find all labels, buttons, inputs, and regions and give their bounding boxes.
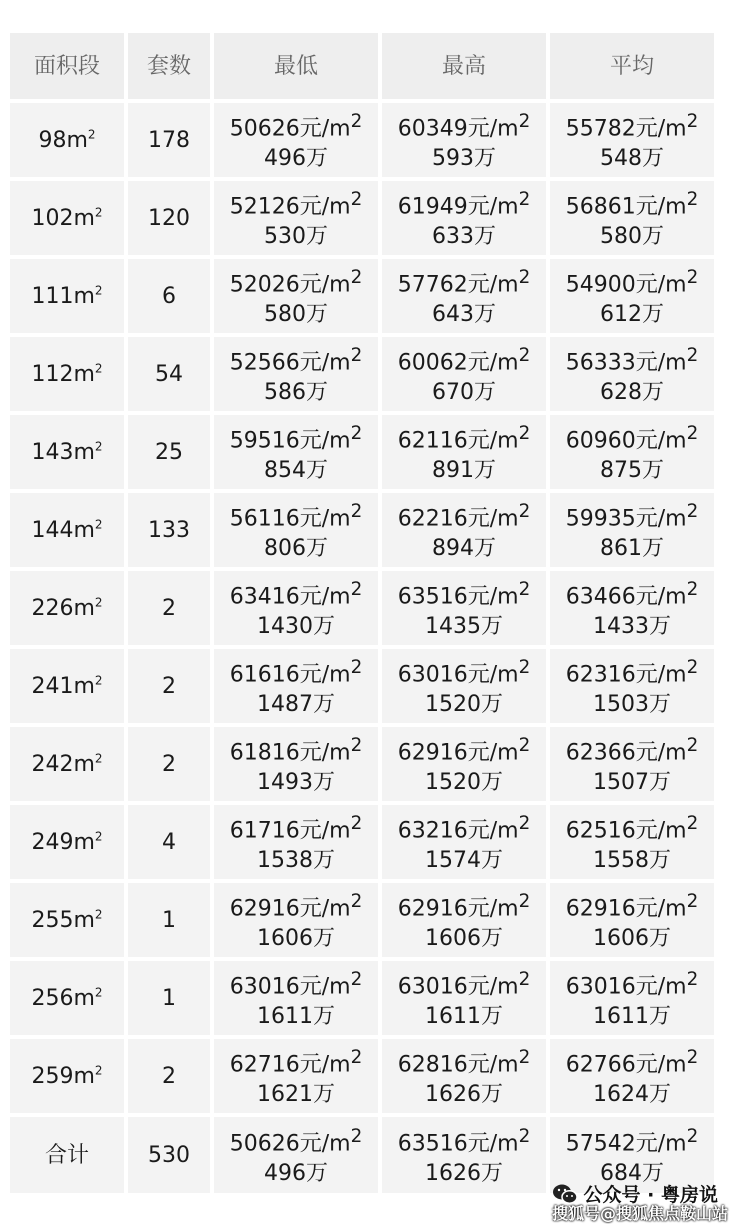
unit-price	[230, 341, 363, 377]
unit-price-text: 62216元/m	[397, 506, 519, 532]
superscript: 2	[350, 189, 363, 211]
count-value: 6	[162, 283, 176, 309]
total-price: 1538万	[257, 847, 335, 873]
area-text: 102m	[31, 205, 95, 231]
count-value: 133	[148, 517, 190, 543]
table-cell-high	[382, 961, 546, 1035]
superscript: 2	[518, 969, 531, 991]
superscript: 2	[686, 735, 699, 757]
unit-price	[230, 809, 363, 845]
unit-price-text: 63516元/m	[397, 1131, 519, 1157]
unit-price	[398, 965, 531, 1001]
unit-price	[566, 419, 699, 455]
table-cell-count	[128, 1117, 210, 1193]
unit-price-text: 63016元/m	[397, 662, 519, 688]
unit-price-text: 60062元/m	[397, 350, 519, 376]
unit-price	[398, 263, 531, 299]
unit-price	[566, 809, 699, 845]
superscript: 2	[518, 579, 531, 601]
total-price: 861万	[600, 535, 664, 561]
superscript: 2	[94, 205, 103, 220]
total-price: 1503万	[593, 691, 671, 717]
unit-price	[566, 497, 699, 533]
unit-price	[566, 965, 699, 1001]
table-cell-high	[382, 415, 546, 489]
table-cell-avg	[550, 103, 714, 177]
table-cell-area	[10, 1117, 124, 1193]
unit-price	[398, 575, 531, 611]
table-cell-count	[128, 1039, 210, 1113]
unit-price-text: 62766元/m	[565, 1052, 687, 1078]
count-value: 530	[148, 1142, 190, 1168]
table-cell-area	[10, 181, 124, 255]
table-cell-count	[128, 259, 210, 333]
superscript: 2	[518, 501, 531, 523]
total-price: 1574万	[425, 847, 503, 873]
table-cell-area	[10, 259, 124, 333]
table-cell-area	[10, 1039, 124, 1113]
table-cell-low	[214, 1039, 378, 1113]
superscript: 2	[518, 423, 531, 445]
superscript: 2	[94, 595, 103, 610]
area-value	[31, 828, 102, 857]
unit-price-text: 52126元/m	[229, 194, 351, 220]
table-cell-count	[128, 103, 210, 177]
count-value: 4	[162, 829, 176, 855]
superscript: 2	[350, 657, 363, 679]
total-price: 633万	[432, 223, 496, 249]
superscript: 2	[686, 1126, 699, 1148]
superscript: 2	[94, 517, 103, 532]
unit-price-text: 61949元/m	[397, 194, 519, 220]
unit-price-text: 63016元/m	[397, 974, 519, 1000]
count-value: 1	[162, 985, 176, 1011]
total-price: 1606万	[425, 925, 503, 951]
table-cell-low	[214, 415, 378, 489]
table-cell-low	[214, 961, 378, 1035]
unit-price	[398, 107, 531, 143]
table-cell-avg	[550, 493, 714, 567]
table-cell-count	[128, 337, 210, 411]
total-price: 593万	[432, 145, 496, 171]
unit-price	[566, 263, 699, 299]
area-text: 226m	[31, 595, 95, 621]
total-price: 1433万	[593, 613, 671, 639]
unit-price	[230, 419, 363, 455]
table-cell-count	[128, 805, 210, 879]
header-area: 面积段	[10, 33, 124, 99]
total-price: 530万	[264, 223, 328, 249]
table-cell-high	[382, 493, 546, 567]
table-cell-high	[382, 727, 546, 801]
total-price: 684万	[600, 1160, 664, 1186]
superscript: 2	[350, 111, 363, 133]
unit-price-text: 59935元/m	[565, 506, 687, 532]
count-value: 54	[155, 361, 183, 387]
superscript: 2	[350, 813, 363, 835]
superscript: 2	[94, 283, 103, 298]
unit-price-text: 62316元/m	[565, 662, 687, 688]
total-price: 875万	[600, 457, 664, 483]
superscript: 2	[686, 657, 699, 679]
table-cell-area	[10, 337, 124, 411]
unit-price-text: 62116元/m	[397, 428, 519, 454]
area-value	[31, 360, 102, 389]
unit-price-text: 63016元/m	[229, 974, 351, 1000]
table-cell-low	[214, 571, 378, 645]
count-value: 178	[148, 127, 190, 153]
superscript: 2	[94, 829, 103, 844]
total-price: 806万	[264, 535, 328, 561]
superscript: 2	[350, 579, 363, 601]
table-cell-count	[128, 883, 210, 957]
total-price: 1606万	[257, 925, 335, 951]
superscript: 2	[686, 813, 699, 835]
table-cell-avg	[550, 181, 714, 255]
area-value	[31, 906, 102, 935]
superscript: 2	[518, 1126, 531, 1148]
superscript: 2	[350, 891, 363, 913]
unit-price-text: 62916元/m	[397, 740, 519, 766]
table-cell-avg	[550, 805, 714, 879]
unit-price-text: 56861元/m	[565, 194, 687, 220]
unit-price	[566, 887, 699, 923]
area-text: 144m	[31, 517, 95, 543]
unit-price	[230, 965, 363, 1001]
table-cell-low	[214, 883, 378, 957]
table-cell-avg	[550, 883, 714, 957]
unit-price-text: 62816元/m	[397, 1052, 519, 1078]
count-value: 1	[162, 907, 176, 933]
area-value	[31, 516, 102, 545]
table-cell-low	[214, 337, 378, 411]
total-price: 1624万	[593, 1081, 671, 1107]
table-cell-low	[214, 805, 378, 879]
count-value: 120	[148, 205, 190, 231]
total-price: 1626万	[425, 1160, 503, 1186]
table-cell-area	[10, 961, 124, 1035]
total-price: 1435万	[425, 613, 503, 639]
area-text: 256m	[31, 985, 95, 1011]
table-cell-high	[382, 571, 546, 645]
total-price: 1621万	[257, 1081, 335, 1107]
area-text: 249m	[31, 829, 95, 855]
total-price: 1626万	[425, 1081, 503, 1107]
unit-price	[398, 341, 531, 377]
unit-price	[230, 497, 363, 533]
superscript: 2	[518, 657, 531, 679]
unit-price	[230, 887, 363, 923]
table-cell-high	[382, 1039, 546, 1113]
total-price: 496万	[264, 1160, 328, 1186]
table-cell-area	[10, 727, 124, 801]
total-price: 854万	[264, 457, 328, 483]
area-text: 259m	[31, 1063, 95, 1089]
table-cell-high	[382, 883, 546, 957]
area-value	[31, 750, 102, 779]
header-avg: 平均	[550, 33, 714, 99]
superscript: 2	[350, 969, 363, 991]
total-price: 894万	[432, 535, 496, 561]
header-count: 套数	[128, 33, 210, 99]
watermark-source: 搜狐号@搜狐焦点鞍山站	[551, 1204, 728, 1223]
unit-price	[398, 497, 531, 533]
total-price: 628万	[600, 379, 664, 405]
total-price: 580万	[264, 301, 328, 327]
superscript: 2	[686, 111, 699, 133]
unit-price-text: 61616元/m	[229, 662, 351, 688]
count-value: 2	[162, 1063, 176, 1089]
table-cell-low	[214, 493, 378, 567]
superscript: 2	[686, 1047, 699, 1069]
table-cell-count	[128, 493, 210, 567]
table-cell-count	[128, 181, 210, 255]
table-cell-high	[382, 649, 546, 723]
table-cell-avg	[550, 415, 714, 489]
table-cell-avg	[550, 259, 714, 333]
area-text: 111m	[31, 283, 95, 309]
area-value	[31, 1062, 102, 1091]
total-label: 合计	[44, 1142, 89, 1168]
superscript: 2	[686, 345, 699, 367]
unit-price-text: 56116元/m	[229, 506, 351, 532]
unit-price	[398, 1122, 531, 1158]
superscript: 2	[94, 1063, 103, 1078]
total-price: 1611万	[593, 1003, 671, 1029]
superscript: 2	[94, 361, 103, 376]
table-cell-avg	[550, 961, 714, 1035]
table-cell-count	[128, 415, 210, 489]
unit-price	[566, 731, 699, 767]
area-value	[31, 672, 102, 701]
total-price: 1611万	[257, 1003, 335, 1029]
table-cell-avg	[550, 571, 714, 645]
table-cell-low	[214, 103, 378, 177]
superscript: 2	[94, 985, 103, 1000]
unit-price-text: 62916元/m	[397, 896, 519, 922]
area-text: 242m	[31, 751, 95, 777]
unit-price	[566, 575, 699, 611]
table-cell-high	[382, 1117, 546, 1193]
superscript: 2	[686, 189, 699, 211]
table-cell-count	[128, 727, 210, 801]
unit-price	[230, 1122, 363, 1158]
total-price: 670万	[432, 379, 496, 405]
total-price: 1611万	[425, 1003, 503, 1029]
total-price: 1520万	[425, 769, 503, 795]
unit-price-text: 62516元/m	[565, 818, 687, 844]
area-text: 143m	[31, 439, 95, 465]
total-price: 586万	[264, 379, 328, 405]
count-value: 25	[155, 439, 183, 465]
table-cell-avg	[550, 649, 714, 723]
superscript: 2	[350, 1126, 363, 1148]
unit-price-text: 52566元/m	[229, 350, 351, 376]
unit-price	[230, 185, 363, 221]
total-price: 643万	[432, 301, 496, 327]
superscript: 2	[350, 423, 363, 445]
superscript: 2	[350, 501, 363, 523]
unit-price	[398, 731, 531, 767]
unit-price-text: 59516元/m	[229, 428, 351, 454]
table-cell-count	[128, 961, 210, 1035]
area-value	[31, 204, 102, 233]
superscript: 2	[350, 1047, 363, 1069]
total-price: 496万	[264, 145, 328, 171]
superscript: 2	[686, 501, 699, 523]
table-cell-area	[10, 883, 124, 957]
unit-price-text: 61716元/m	[229, 818, 351, 844]
area-text: 112m	[31, 361, 95, 387]
superscript: 2	[686, 891, 699, 913]
table-cell-high	[382, 259, 546, 333]
superscript: 2	[518, 813, 531, 835]
superscript: 2	[350, 345, 363, 367]
superscript: 2	[87, 127, 96, 142]
unit-price-text: 50626元/m	[229, 116, 351, 142]
table-cell-low	[214, 181, 378, 255]
table-cell-area	[10, 805, 124, 879]
unit-price-text: 56333元/m	[565, 350, 687, 376]
unit-price-text: 55782元/m	[565, 116, 687, 142]
superscript: 2	[686, 423, 699, 445]
total-price: 580万	[600, 223, 664, 249]
unit-price	[398, 887, 531, 923]
unit-price	[566, 185, 699, 221]
unit-price	[230, 575, 363, 611]
unit-price-text: 63516元/m	[397, 584, 519, 610]
unit-price-text: 62916元/m	[229, 896, 351, 922]
table-cell-area	[10, 571, 124, 645]
unit-price	[566, 1043, 699, 1079]
unit-price-text: 62366元/m	[565, 740, 687, 766]
superscript: 2	[94, 439, 103, 454]
unit-price	[566, 653, 699, 689]
area-value	[31, 984, 102, 1013]
table-cell-count	[128, 649, 210, 723]
unit-price	[230, 107, 363, 143]
superscript: 2	[94, 673, 103, 688]
watermark-account: 公众号 · 粤房说	[583, 1184, 718, 1206]
unit-price	[398, 809, 531, 845]
area-value	[38, 126, 95, 155]
table-cell-area	[10, 415, 124, 489]
unit-price	[230, 263, 363, 299]
table-cell-low	[214, 649, 378, 723]
unit-price-text: 50626元/m	[229, 1131, 351, 1157]
total-price: 891万	[432, 457, 496, 483]
unit-price-text: 63016元/m	[565, 974, 687, 1000]
table-cell-avg	[550, 1039, 714, 1113]
table-cell-area	[10, 649, 124, 723]
unit-price-text: 63466元/m	[565, 584, 687, 610]
table-cell-count	[128, 571, 210, 645]
unit-price	[398, 419, 531, 455]
header-high: 最高	[382, 33, 546, 99]
superscript: 2	[686, 267, 699, 289]
unit-price-text: 63216元/m	[397, 818, 519, 844]
superscript: 2	[94, 751, 103, 766]
table-cell-high	[382, 805, 546, 879]
unit-price	[566, 341, 699, 377]
total-price: 1558万	[593, 847, 671, 873]
total-price: 1507万	[593, 769, 671, 795]
area-text: 98m	[38, 127, 88, 153]
table-cell-high	[382, 103, 546, 177]
unit-price	[398, 653, 531, 689]
total-price: 548万	[600, 145, 664, 171]
superscript: 2	[686, 969, 699, 991]
superscript: 2	[518, 891, 531, 913]
area-text: 241m	[31, 673, 95, 699]
total-price: 1606万	[593, 925, 671, 951]
table-cell-low	[214, 259, 378, 333]
superscript: 2	[94, 907, 103, 922]
superscript: 2	[518, 267, 531, 289]
table-cell-avg	[550, 337, 714, 411]
superscript: 2	[518, 189, 531, 211]
total-price: 1430万	[257, 613, 335, 639]
area-value	[31, 438, 102, 467]
unit-price	[566, 1122, 699, 1158]
area-text: 255m	[31, 907, 95, 933]
superscript: 2	[518, 1047, 531, 1069]
header-low: 最低	[214, 33, 378, 99]
unit-price	[230, 731, 363, 767]
count-value: 2	[162, 673, 176, 699]
area-value	[31, 594, 102, 623]
table-cell-area	[10, 103, 124, 177]
unit-price-text: 62716元/m	[229, 1052, 351, 1078]
superscript: 2	[350, 267, 363, 289]
unit-price	[398, 1043, 531, 1079]
price-table	[10, 33, 730, 1193]
total-price: 612万	[600, 301, 664, 327]
table-cell-low	[214, 1117, 378, 1193]
unit-price	[398, 185, 531, 221]
table-cell-high	[382, 181, 546, 255]
count-value: 2	[162, 751, 176, 777]
superscript: 2	[518, 735, 531, 757]
superscript: 2	[350, 735, 363, 757]
unit-price	[230, 653, 363, 689]
unit-price-text: 63416元/m	[229, 584, 351, 610]
unit-price	[566, 107, 699, 143]
unit-price-text: 57762元/m	[397, 272, 519, 298]
unit-price-text: 61816元/m	[229, 740, 351, 766]
unit-price-text: 60960元/m	[565, 428, 687, 454]
table-cell-avg	[550, 727, 714, 801]
unit-price-text: 60349元/m	[397, 116, 519, 142]
unit-price-text: 52026元/m	[229, 272, 351, 298]
table-cell-area	[10, 493, 124, 567]
count-value: 2	[162, 595, 176, 621]
table-cell-low	[214, 727, 378, 801]
superscript: 2	[518, 111, 531, 133]
superscript: 2	[686, 579, 699, 601]
unit-price	[230, 1043, 363, 1079]
unit-price-text: 54900元/m	[565, 272, 687, 298]
total-price: 1487万	[257, 691, 335, 717]
area-value	[31, 282, 102, 311]
total-price: 1493万	[257, 769, 335, 795]
total-price: 1520万	[425, 691, 503, 717]
unit-price-text: 62916元/m	[565, 896, 687, 922]
table-cell-high	[382, 337, 546, 411]
superscript: 2	[518, 345, 531, 367]
unit-price-text: 57542元/m	[565, 1131, 687, 1157]
